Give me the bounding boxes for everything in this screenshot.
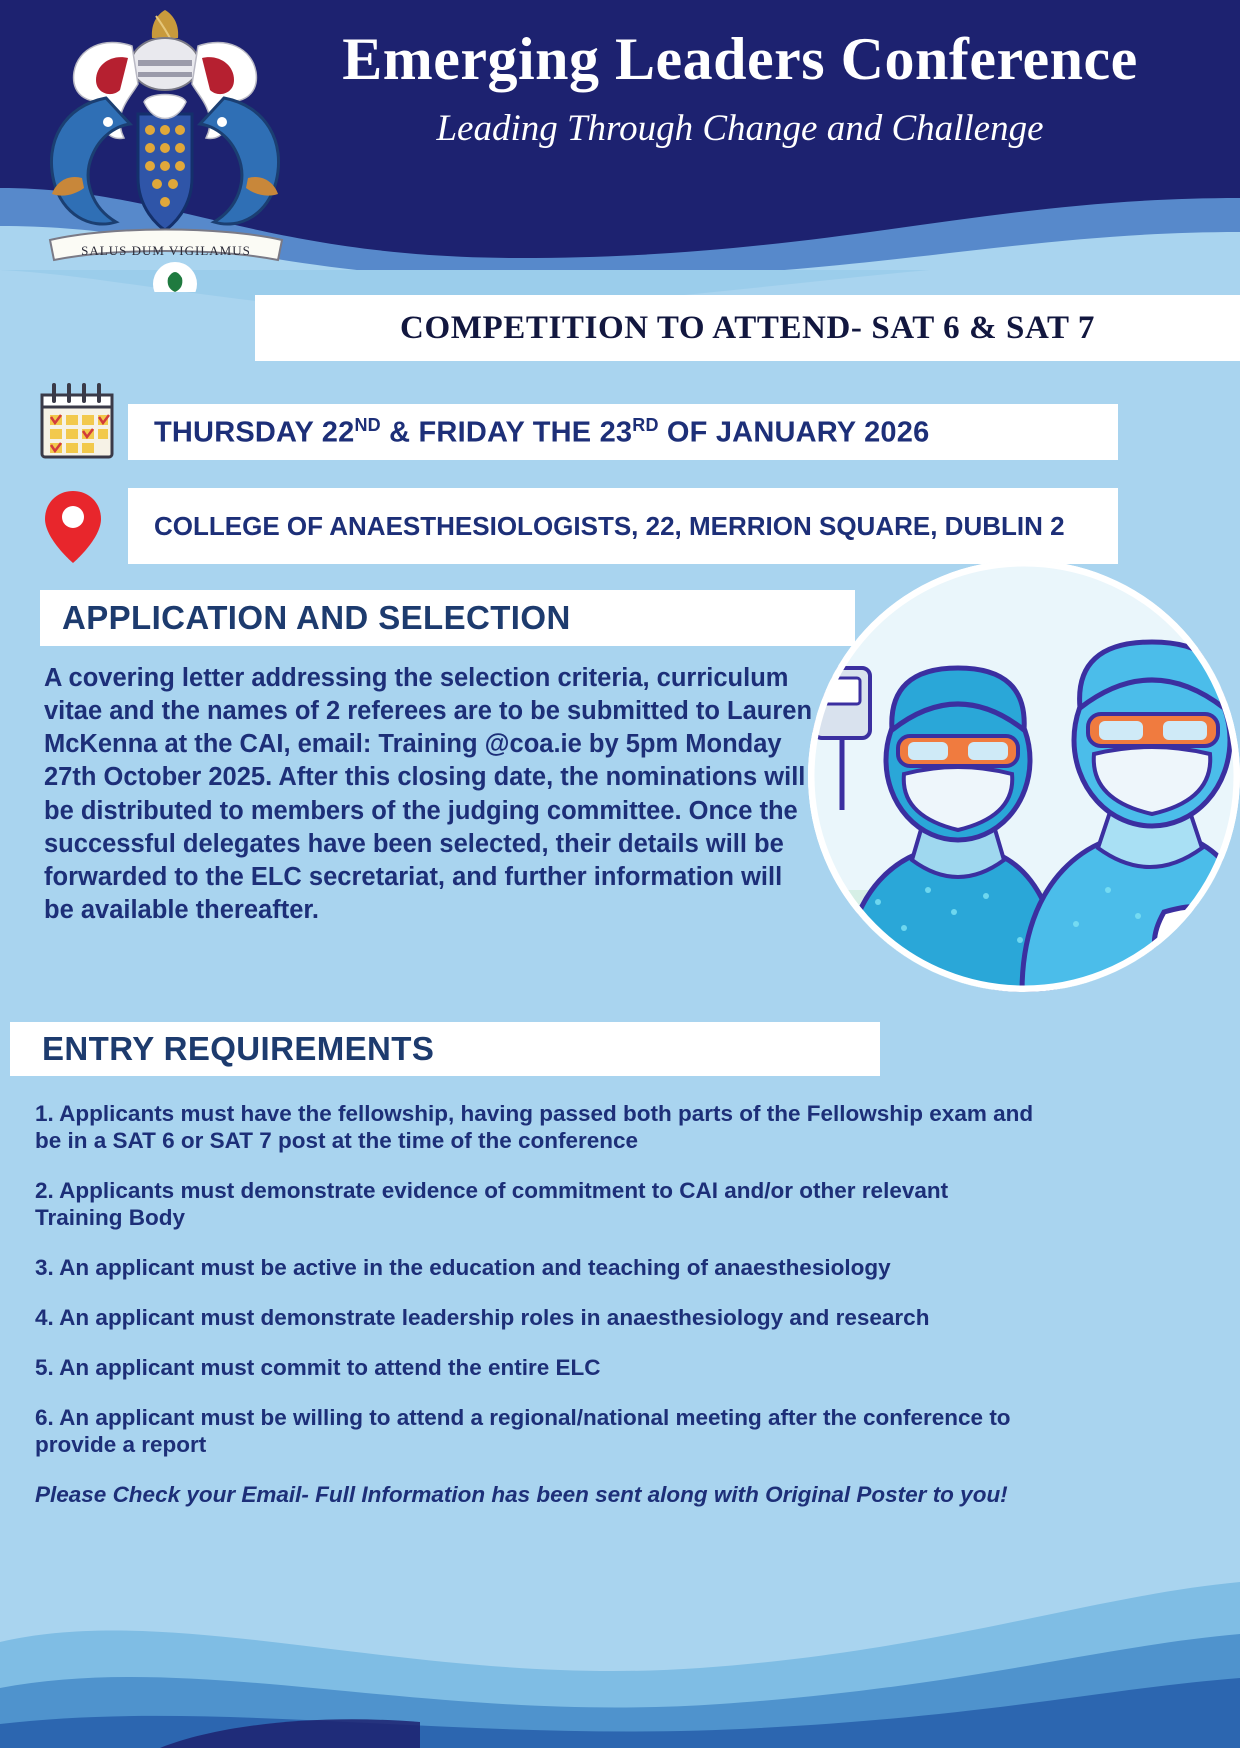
calendar-icon [38,383,116,463]
date-sup-2: RD [632,414,659,435]
competition-banner [255,295,1240,361]
list-item: 4. An applicant must demonstrate leadership roles in anaesthesiology and research [35,1305,930,1330]
date-suffix: OF JANUARY 2026 [658,416,930,449]
date-banner [128,404,1118,460]
date-text [154,415,929,450]
footer-wave-decoration [0,1538,1240,1748]
location-text: COLLEGE OF ANAESTHESIOLOGISTS, 22, MERRION SQUARE, DUBLIN 2 [154,510,1065,541]
application-heading: APPLICATION AND SELECTION [62,599,571,636]
list-item: 5. An applicant must commit to attend the entire ELC [35,1355,601,1380]
email-check-note: Please Check your Email- Full Information has been sent along with Original Poster to you! [35,1482,1008,1507]
entry-requirements-list [35,1100,1035,1508]
crest-motto-text: SALUS DUM VIGILAMUS [81,243,251,258]
page-subtitle: Leading Through Change and Challenge [436,108,1044,149]
title-block [260,28,1220,150]
date-sup-1: ND [354,414,381,435]
map-pin-icon [42,487,104,567]
page-title: Emerging Leaders Conference [342,26,1138,92]
surgeons-illustration [808,560,1240,992]
competition-banner-text: COMPETITION TO ATTEND- SAT 6 & SAT 7 [400,309,1095,346]
application-heading-banner [40,590,855,646]
date-mid: & FRIDAY THE 23 [380,416,633,449]
application-body-text: A covering letter addressing the selection criteria, curriculum vitae and the names of 2 referees are to be submitted to Lauren McKenna at the CAI, email: Training @coa.ie by 5pm Monday 27th October 2025. After this closing date, the nominations will be distributed to members of the judging committee. Once the successful delegates have been selected, their details will be forwarded to the ELC secretariat, and further information will be available thereafter. [44,664,813,924]
entry-heading: ENTRY REQUIREMENTS [42,1030,435,1067]
entry-heading-banner [10,1022,880,1076]
date-prefix: THURSDAY 22 [154,416,355,449]
location-banner [128,488,1118,564]
list-item: 2. Applicants must demonstrate evidence of commitment to CAI and/or other relevant Training Body [35,1178,949,1230]
list-item: 6. An applicant must be willing to attend a regional/national meeting after the conference to provide a report [35,1405,1011,1457]
list-item: 3. An applicant must be active in the education and teaching of anaesthesiology [35,1255,891,1280]
list-item: 1. Applicants must have the fellowship, having passed both parts of the Fellowship exam and be in a SAT 6 or SAT 7 post at the time of the conference [35,1101,1034,1153]
